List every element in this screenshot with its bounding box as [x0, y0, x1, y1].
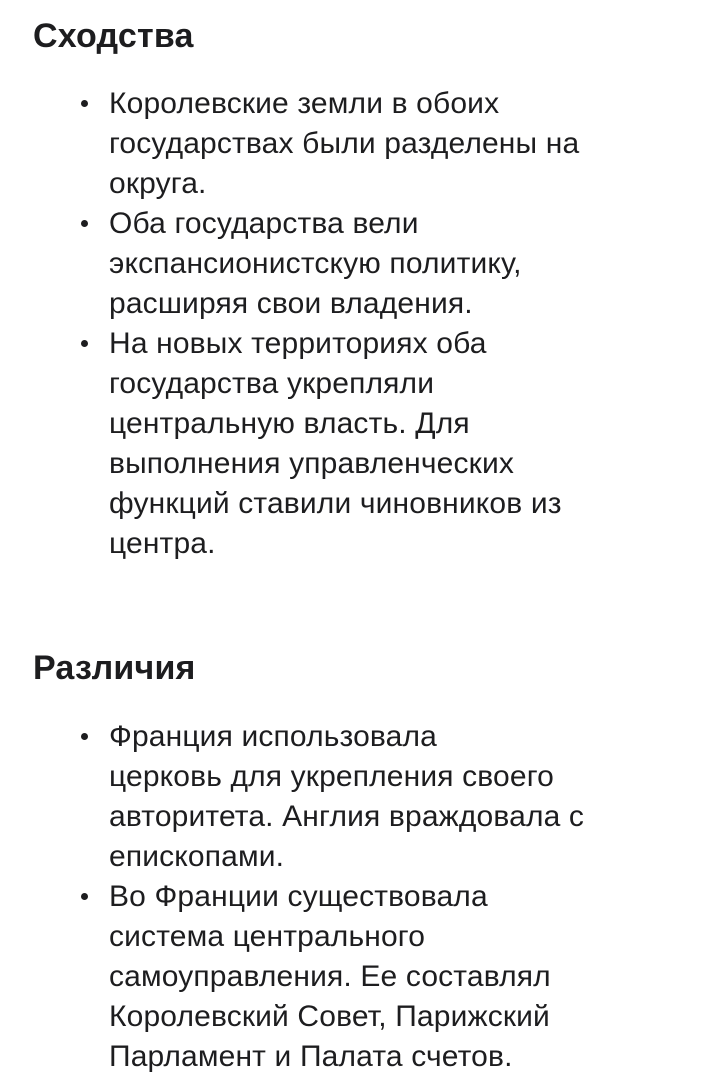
- list-item-line: Во Франции существовала: [109, 880, 488, 913]
- list-item-line: центральную власть. Для: [109, 407, 470, 440]
- list-item: [0, 877, 720, 1077]
- bullet-dot-icon: [81, 100, 88, 107]
- bullet-dot-icon: [81, 340, 88, 347]
- list-item-line: Королевский Совет, Парижский: [109, 1000, 550, 1033]
- list-item-line: расширяя свои владения.: [109, 287, 473, 320]
- bullet-dot-icon: [81, 220, 88, 227]
- list-item-line: функций ставили чиновников из: [109, 487, 562, 520]
- list-item-line: государства укрепляли: [109, 367, 435, 400]
- list-item: [0, 324, 720, 564]
- bullet-dot-icon: [81, 733, 88, 740]
- list-item-line: епископами.: [109, 840, 285, 873]
- similarities-section: [0, 14, 720, 564]
- similarities-list: [0, 84, 720, 564]
- list-item: [0, 717, 720, 877]
- list-item: [0, 204, 720, 324]
- list-item-line: система центрального: [109, 920, 426, 953]
- differences-heading: Различия: [33, 649, 196, 687]
- list-item-line: экспансионистскую политику,: [109, 247, 522, 280]
- list-item-line: Королевские земли в обоих: [109, 87, 500, 120]
- list-item-line: церковь для укрепления своего: [109, 760, 554, 793]
- list-item-line: На новых территориях оба: [109, 327, 487, 360]
- list-item-line: выполнения управленческих: [109, 447, 514, 480]
- list-item-line: государствах были разделены на: [109, 127, 580, 160]
- list-item-line: Франция использовала: [109, 720, 438, 753]
- similarities-heading: Сходства: [33, 17, 194, 55]
- list-item-line: самоуправления. Ее составлял: [109, 960, 551, 993]
- list-item-line: Парламент и Палата счетов.: [109, 1040, 513, 1073]
- list-item: [0, 84, 720, 204]
- bullet-dot-icon: [81, 893, 88, 900]
- differences-section: [0, 646, 720, 1077]
- differences-list: [0, 717, 720, 1077]
- list-item-line: округа.: [109, 167, 207, 200]
- list-item-line: центра.: [109, 527, 216, 560]
- list-item-line: Оба государства вели: [109, 207, 419, 240]
- list-item-line: авторитета. Англия враждовала с: [109, 800, 585, 833]
